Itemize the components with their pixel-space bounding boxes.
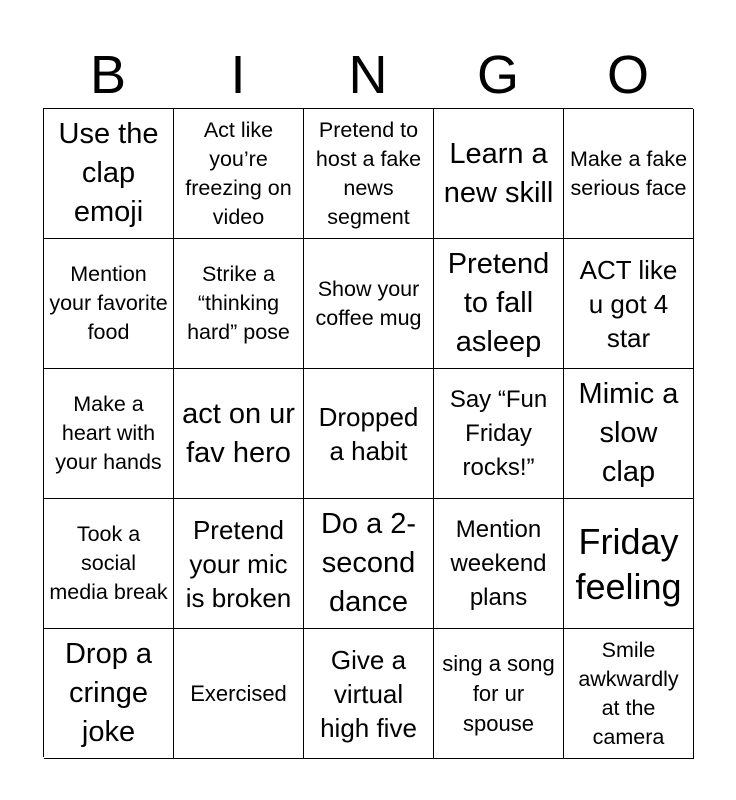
cell-text: Pretend to fall asleep [447,248,550,358]
cell-text: Mention your favorite food [49,262,168,344]
bingo-cell[interactable] [44,369,174,499]
cell-text: Friday feeling [575,520,682,607]
cell-text: Took a social media break [49,522,168,604]
cell-text: Make a fake serious face [569,146,688,200]
header-letter-i: I [230,45,246,105]
cell-text: Pretend your mic is broken [185,514,292,613]
header-letter-g: G [476,45,519,105]
bingo-cell[interactable] [44,239,174,369]
bingo-cell[interactable] [174,629,304,759]
bingo-cell[interactable] [434,109,564,239]
bingo-cell[interactable] [304,239,434,369]
bingo-header [43,42,693,108]
bingo-cell[interactable] [44,109,174,239]
cell-text: sing a song for ur spouse [442,650,555,736]
bingo-cell[interactable] [434,629,564,759]
bingo-cell[interactable] [44,629,174,759]
bingo-cell[interactable] [434,239,564,369]
bingo-grid [43,108,693,757]
bingo-cell[interactable] [434,369,564,499]
cell-text: Strike a “thinking hard” pose [187,262,290,344]
cell-text: Give a virtual high five [320,644,417,743]
cell-text: Mimic a slow clap [578,378,679,488]
bingo-cell[interactable] [44,499,174,629]
cell-text: ACT like u got 4 star [579,254,678,353]
bingo-cell[interactable] [434,499,564,629]
cell-text: Use the clap emoji [58,118,159,228]
bingo-cell[interactable] [174,109,304,239]
header-letter-n: N [348,45,388,105]
cell-text: Show your coffee mug [315,276,422,330]
cell-text: Say “Fun Friday rocks!” [449,385,548,481]
cell-text: Do a 2-second dance [320,508,417,618]
bingo-cell[interactable] [174,499,304,629]
bingo-cell[interactable] [304,499,434,629]
cell-text: Mention weekend plans [450,515,547,611]
bingo-cell[interactable] [304,629,434,759]
cell-text: Pretend to host a fake news segment [315,117,422,229]
bingo-cell[interactable] [564,629,694,759]
cell-text: Smile awkwardly at the camera [578,637,679,749]
cell-text: Dropped a habit [318,401,419,466]
cell-text: Exercised [190,680,287,706]
cell-text: Make a heart with your hands [55,392,162,474]
bingo-cell[interactable] [304,109,434,239]
bingo-cell[interactable] [174,369,304,499]
bingo-cell[interactable] [564,239,694,369]
header-letter-o: O [606,45,649,105]
bingo-cell[interactable] [564,109,694,239]
header-letter-b: B [89,45,127,105]
bingo-cell[interactable] [564,369,694,499]
cell-text: Act like you’re freezing on video [185,117,292,229]
cell-text: act on ur fav hero [182,397,295,469]
cell-text: Drop a cringe joke [64,638,153,748]
bingo-cell[interactable] [304,369,434,499]
cell-text: Learn a new skill [443,137,554,209]
bingo-cell[interactable] [174,239,304,369]
bingo-cell[interactable] [564,499,694,629]
